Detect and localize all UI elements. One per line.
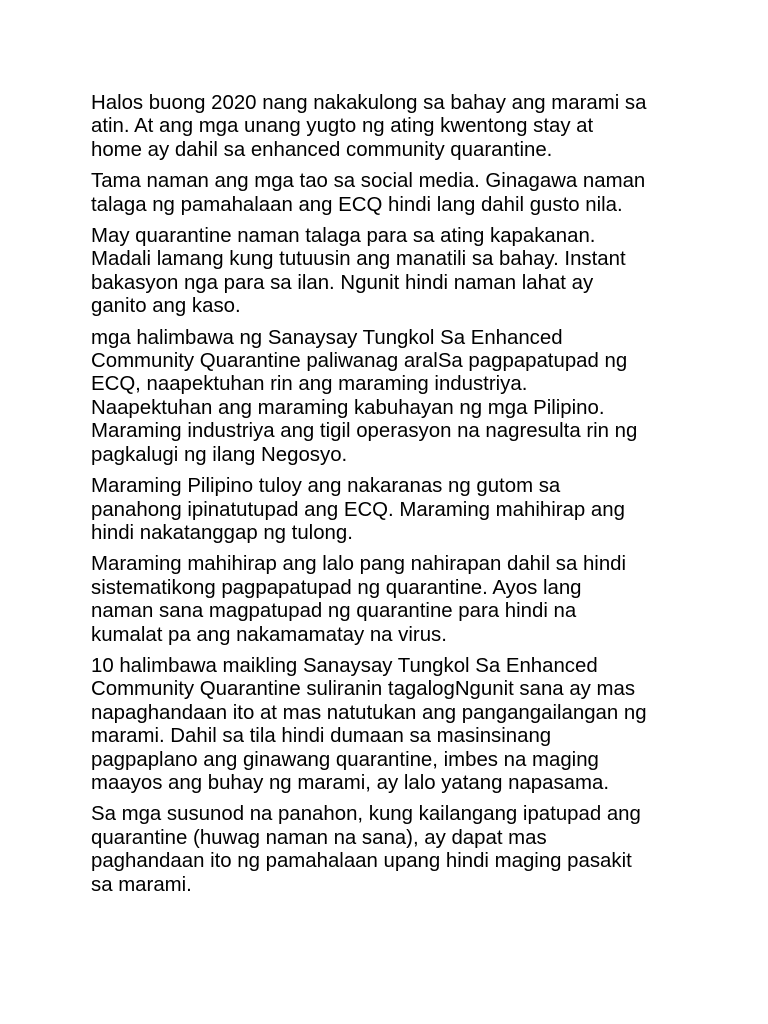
text-line: mga halimbawa ng Sanaysay Tungkol Sa Enhanced (91, 326, 563, 349)
text-line: ECQ, naapektuhan rin ang maraming industriya. (91, 373, 528, 396)
text-line: pagpaplano ang ginawang quarantine, imbes na maging (91, 748, 599, 771)
paragraph-4 (91, 327, 687, 467)
text-line: naman sana magpatupad ng quarantine para hindi na (91, 600, 577, 623)
text-line: sa marami. (91, 873, 192, 896)
text-line: atin. At ang mga unang yugto ng ating kwentong stay at (91, 115, 594, 138)
text-line: May quarantine naman talaga para sa ating kapakanan. (91, 225, 596, 248)
text-line: napaghandaan ito at mas natutukan ang pangangailangan ng (91, 701, 647, 724)
text-line: Maraming Pilipino tuloy ang nakaranas ng gutom sa (91, 475, 561, 498)
text-line: Halos buong 2020 nang nakakulong sa bahay ang marami sa (91, 92, 647, 114)
paragraph-1 (91, 92, 687, 162)
text-line: Naapektuhan ang maraming kabuhayan ng mga Pilipino. (91, 396, 605, 419)
paragraph-3 (91, 225, 687, 319)
text-line: home ay dahil sa enhanced community quarantine. (91, 138, 553, 161)
document-body (91, 92, 687, 905)
text-line: Maraming industriya ang tigil operasyon na nagresulta rin ng (91, 420, 638, 443)
text-line: Sa mga susunod na panahon, kung kailangang ipatupad ang (91, 803, 641, 826)
text-line: hindi nakatanggap ng tulong. (91, 521, 353, 544)
text-line: pagkalugi ng ilang Negosyo. (91, 443, 348, 466)
text-line: panahong ipinatutupad ang ECQ. Maraming mahihirap ang (91, 498, 625, 521)
text-line: Community Quarantine paliwanag aralSa pagpapatupad ng (91, 350, 628, 373)
paragraph-7 (91, 655, 687, 795)
paragraph-5 (91, 475, 687, 545)
text-line: Maraming mahihirap ang lalo pang nahirapan dahil sa hindi (91, 553, 627, 576)
text-line: ganito ang kaso. (91, 295, 241, 318)
text-line: bakasyon nga para sa ilan. Ngunit hindi naman lahat ay (91, 271, 594, 294)
text-line: 10 halimbawa maikling Sanaysay Tungkol Sa Enhanced (91, 654, 598, 677)
paragraph-2 (91, 170, 687, 217)
text-line: Tama naman ang mga tao sa social media. Ginagawa naman (91, 170, 646, 193)
text-line: kumalat pa ang nakamamatay na virus. (91, 623, 447, 646)
text-line: talaga ng pamahalaan ang ECQ hindi lang dahil gusto nila. (91, 193, 623, 216)
text-line: quarantine (huwag naman na sana), ay dapat mas (91, 826, 547, 849)
text-line: Madali lamang kung tutuusin ang manatili sa bahay. Instant (91, 248, 626, 271)
text-line: sistematikong pagpapatupad ng quarantine. Ayos lang (91, 576, 582, 599)
text-line: marami. Dahil sa tila hindi dumaan sa masinsinang (91, 725, 552, 748)
text-line: Community Quarantine suliranin tagalogNgunit sana ay mas (91, 678, 636, 701)
text-line: maayos ang buhay ng marami, ay lalo yatang napasama. (91, 771, 609, 794)
text-line: paghandaan ito ng pamahalaan upang hindi maging pasakit (91, 850, 632, 873)
paragraph-6 (91, 553, 687, 647)
paragraph-8 (91, 803, 687, 897)
